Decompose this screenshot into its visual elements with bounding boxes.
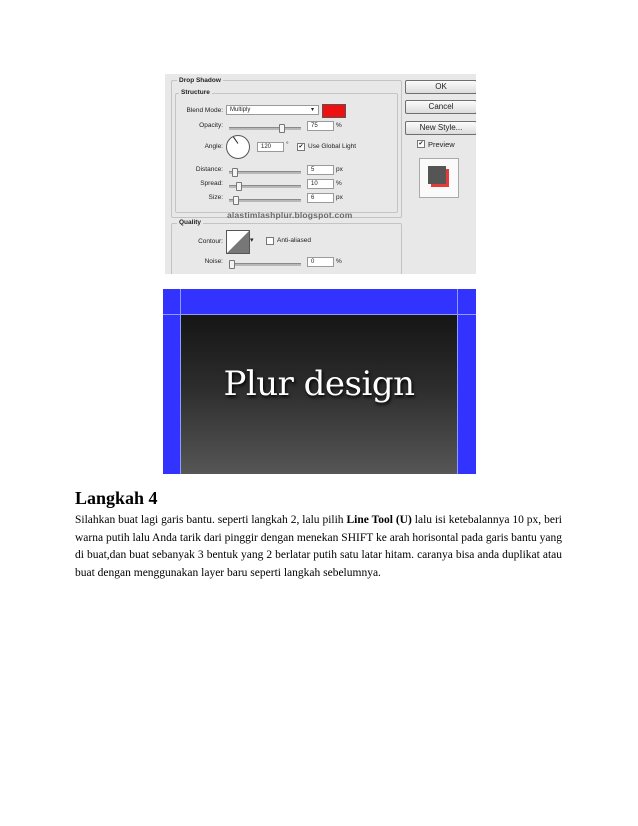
preview-label: Preview [428, 140, 455, 149]
dark-gradient-panel [180, 314, 458, 474]
blog-watermark: alastimlashplur.blogspot.com [227, 210, 353, 220]
paragraph-tool-name: Line Tool (U) [346, 514, 412, 526]
angle-dial[interactable] [226, 135, 250, 159]
preview-checkbox[interactable] [417, 140, 425, 148]
angle-label: Angle: [204, 143, 223, 150]
spread-unit: % [336, 180, 342, 187]
paragraph-text-1: Silahkan buat lagi garis bantu. seperti langkah 2, lalu pilih [75, 514, 347, 526]
checkmark-icon: ✔ [418, 141, 424, 147]
blend-mode-label: Blend Mode: [186, 107, 223, 114]
angle-field[interactable]: 120 [257, 142, 284, 152]
anti-aliased-checkbox[interactable] [266, 237, 274, 245]
spread-field[interactable]: 10 [307, 179, 334, 189]
logo-text: Plur design [223, 364, 415, 404]
new-style-button[interactable]: New Style... [405, 121, 476, 135]
noise-label: Noise: [204, 258, 223, 265]
noise-unit: % [336, 258, 342, 265]
guide-line-top [163, 314, 476, 315]
contour-preview[interactable] [226, 230, 250, 254]
noise-slider[interactable] [229, 263, 301, 266]
spread-slider-thumb[interactable] [236, 182, 242, 191]
quality-title: Quality [179, 219, 202, 226]
guide-line-left [180, 289, 181, 474]
layer-style-dialog [165, 74, 476, 274]
contour-label: Contour: [198, 238, 223, 245]
opacity-label: Opacity: [199, 122, 223, 129]
drop-shadow-title: Drop Shadow [179, 77, 221, 84]
blend-mode-select[interactable] [226, 105, 319, 115]
spread-label: Spread: [200, 180, 223, 187]
noise-slider-thumb[interactable] [229, 260, 235, 269]
shadow-color-swatch[interactable] [322, 104, 346, 118]
opacity-field[interactable]: 75 [307, 121, 334, 131]
opacity-slider[interactable] [229, 127, 301, 130]
blend-mode-value: Multiply [230, 107, 251, 113]
distance-unit: px [336, 166, 343, 173]
step-paragraph [75, 512, 562, 582]
canvas-preview-image [163, 289, 476, 474]
style-preview-box [419, 158, 459, 198]
cancel-button[interactable]: Cancel [405, 100, 476, 114]
use-global-light-label: Use Global Light [308, 143, 357, 150]
size-slider[interactable] [229, 199, 301, 202]
ok-button[interactable]: OK [405, 80, 476, 94]
size-label: Size: [208, 194, 223, 201]
size-field[interactable]: 6 [307, 193, 334, 203]
chevron-down-icon: ▾ [310, 107, 314, 113]
paragraph-text-2: lalu isi ketebalannya 10 px, beri warna putih lalu Anda tarik dari pinggir dengan menekan SHIFT ke arah horisontal pada garis bantu yang di buat,dan buat sebanyak 3 bentuk yang 2 berlatar putih satu latar hitam. caranya bisa anda duplikat atau buat dengan menggunakan layer baru seperti langkah sebelumnya. [75, 514, 562, 579]
size-slider-thumb[interactable] [233, 196, 239, 205]
angle-unit: ° [286, 141, 289, 148]
step-heading: Langkah 4 [75, 488, 158, 508]
distance-slider[interactable] [229, 171, 301, 174]
use-global-light-checkbox[interactable] [297, 143, 305, 151]
guide-line-right [457, 289, 458, 474]
quality-group-frame [171, 223, 402, 274]
structure-title: Structure [181, 89, 210, 96]
opacity-unit: % [336, 122, 342, 129]
distance-field[interactable]: 5 [307, 165, 334, 175]
distance-label: Distance: [195, 166, 223, 173]
angle-dial-needle [233, 137, 238, 144]
contour-chevron-icon[interactable]: ▾ [250, 237, 254, 244]
spread-slider[interactable] [229, 185, 301, 188]
noise-field[interactable]: 0 [307, 257, 334, 267]
style-preview-square [428, 166, 446, 184]
distance-slider-thumb[interactable] [232, 168, 238, 177]
checkmark-icon: ✔ [298, 144, 304, 150]
anti-aliased-label: Anti-aliased [277, 237, 311, 244]
opacity-slider-thumb[interactable] [279, 124, 285, 133]
size-unit: px [336, 194, 343, 201]
